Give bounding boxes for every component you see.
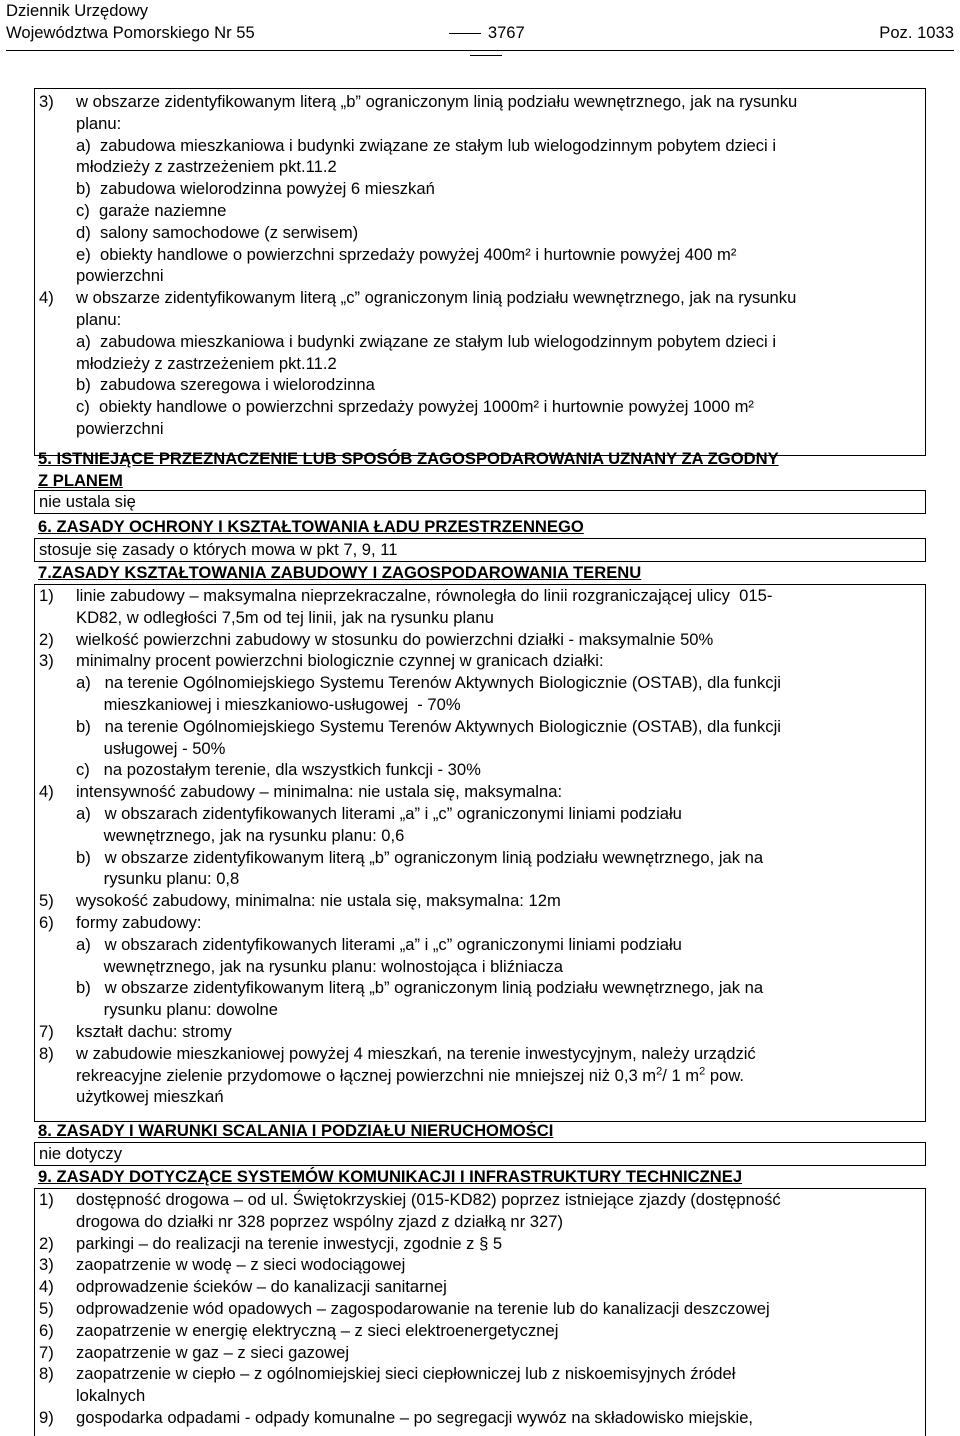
item-text: powierzchni: [76, 266, 164, 286]
list-item: [39, 1342, 925, 1364]
item-text: planu:: [76, 113, 122, 133]
item-number: 6): [39, 912, 54, 932]
list-item: [39, 1021, 925, 1043]
item-text: b) zabudowa szeregowa i wielorodzinna: [76, 375, 375, 395]
indent: [39, 1086, 76, 1108]
item-text: rysunku planu: dowolne: [76, 1000, 279, 1020]
item-8-line-3: użytkowej mieszkań: [76, 1087, 224, 1107]
item-8-continuation: [39, 1065, 925, 1087]
list-item: [39, 156, 925, 178]
item-number: [39, 672, 76, 694]
list-item: [39, 1298, 925, 1320]
item-text: wielkość powierzchni zabudowy w stosunku do powierzchni działki - maksymalnie 50%: [76, 629, 714, 649]
voivodeship-issue: Województwa Pomorskiego Nr 55: [6, 22, 255, 42]
dash-left: [449, 33, 481, 34]
item-number: 4): [39, 782, 54, 802]
item-number: [39, 956, 76, 978]
list-item: [39, 1211, 925, 1233]
item-number: [39, 178, 76, 200]
item-number: [39, 977, 76, 999]
item-number: [39, 353, 76, 375]
item-number: 8): [39, 1043, 54, 1063]
list-item: [39, 135, 925, 157]
item-number: 6): [39, 1320, 54, 1340]
section-6-body: stosuje się zasady o których mowa w pkt 7, 9, 11: [34, 538, 926, 562]
list-item: [39, 244, 925, 266]
item-number: [39, 716, 76, 738]
item-text: usługowej - 50%: [76, 738, 226, 758]
item-text: mieszkaniowej i mieszkaniowo-usługowej - 70%: [76, 694, 461, 714]
section-5-body: nie ustala się: [34, 490, 926, 514]
section-9-box: [34, 1188, 926, 1436]
list-item: [39, 222, 925, 244]
section-7-box: [34, 584, 926, 1122]
item-number: [39, 156, 76, 178]
list-item: [39, 607, 925, 629]
item-number: 4): [39, 288, 54, 308]
journal-name: Dziennik Urzędowy: [6, 1, 149, 20]
list-item: [39, 1254, 925, 1276]
list-item: [39, 113, 925, 135]
list-item: [39, 847, 925, 869]
item-text: linie zabudowy – maksymalna nieprzekraczalne, równoległa do linii rozgraniczającej ulicy 015-: [76, 586, 773, 605]
list-item: [39, 672, 925, 694]
item-text: lokalnych: [76, 1386, 146, 1406]
item-number: 7): [39, 1342, 54, 1362]
item-text: w obszarze zidentyfikowanym literą „c” ograniczonym linią podziału wewnętrznego, jak na rysunku: [76, 288, 797, 308]
item-number: 5): [39, 891, 54, 911]
item-number: 1): [39, 1190, 54, 1209]
list-item: [39, 694, 925, 716]
item-number: [39, 200, 76, 222]
list-item: [39, 309, 925, 331]
item-number: [39, 244, 76, 266]
item-text: c) na pozostałym terenie, dla wszystkich funkcji - 30%: [76, 760, 481, 780]
item-text: b) zabudowa wielorodzinna powyżej 6 mieszkań: [76, 179, 435, 199]
item-text: formy zabudowy:: [76, 912, 202, 932]
item-number: 3): [39, 1255, 54, 1275]
item-text: b) w obszarze zidentyfikowanym literą „b” ograniczonym linią podziału wewnętrznego, jak na: [76, 847, 764, 867]
item-number: [39, 113, 76, 135]
list-item: [39, 1276, 925, 1298]
item-text: w obszarze zidentyfikowanym literą „b” ograniczonym linią podziału wewnętrznego, jak na rysunku: [76, 92, 798, 111]
section-8-body: nie dotyczy: [34, 1142, 926, 1166]
item-number: [39, 1385, 76, 1407]
item-number: [39, 759, 76, 781]
item-text: rysunku planu: 0,8: [76, 869, 240, 889]
item-number: [39, 135, 76, 157]
list-item: [39, 650, 925, 672]
list-item: [39, 331, 925, 353]
indent: [39, 1065, 76, 1087]
item-number: [39, 738, 76, 760]
item-8-line-2: rekreacyjne zielenie przydomowe o łącznej powierzchni nie mniejszej niż 0,3 $m^2/$ 1 $m^2$ pow.: [76, 1065, 745, 1085]
item-text: planu:: [76, 309, 122, 329]
item-text: a) zabudowa mieszkaniowa i budynki związane ze stałym lub wielogodzinnym pobytem dzieci i: [76, 331, 777, 351]
item-text: wysokość zabudowy, minimalna: nie ustala się, maksymalna: 12m: [76, 891, 561, 911]
list-item: [39, 868, 925, 890]
item-text: a) zabudowa mieszkaniowa i budynki związane ze stałym lub wielogodzinnym pobytem dzieci i: [76, 135, 777, 155]
item-text: KD82, w odległości 7,5m od tej linii, jak na rysunku planu: [76, 607, 494, 627]
item-8-continuation-2: [39, 1086, 925, 1108]
list-item: [39, 1233, 925, 1255]
page-number-wrap: [436, 22, 536, 66]
list-item: [39, 396, 925, 418]
list-item: [39, 585, 925, 607]
list-item: [39, 265, 925, 287]
item-text: b) na terenie Ogólnomiejskiego Systemu Terenów Aktywnych Biologicznie (OSTAB), dla funkcji: [76, 716, 781, 736]
item-text: młodzieży z zastrzeżeniem pkt.11.2: [76, 157, 337, 177]
list-item: [39, 890, 925, 912]
item-number: [39, 847, 76, 869]
item-number: [39, 803, 76, 825]
section-7-title: 7.ZASADY KSZTAŁTOWANIA ZABUDOWY I ZAGOSPODAROWANIA TERENU: [38, 563, 642, 582]
list-item: [39, 803, 925, 825]
list-item: [39, 200, 925, 222]
list-item: [39, 1363, 925, 1385]
list-item: [39, 418, 925, 440]
item-number: [39, 607, 76, 629]
list-item: [39, 1407, 925, 1429]
item-text: zaopatrzenie w ciepło – z ogólnomiejskiej sieci ciepłowniczej lub z niskoemisyjnych źródeł: [76, 1364, 736, 1384]
item-number: 4): [39, 1277, 54, 1297]
item-number: [39, 418, 76, 440]
item-number: [39, 868, 76, 890]
item-number: 1): [39, 586, 54, 605]
item-number: [39, 331, 76, 353]
item-text: gospodarka odpadami - odpady komunalne – po segregacji wywóz na składowisko miejskie,: [76, 1407, 754, 1427]
item-number: 9): [39, 1407, 54, 1427]
list-item: [39, 999, 925, 1021]
item-text: w zabudowie mieszkaniowej powyżej 4 mieszkań, na terenie inwestycyjnym, należy urządzić: [76, 1043, 756, 1063]
item-text: zaopatrzenie w gaz – z sieci gazowej: [76, 1342, 350, 1362]
list-item: [39, 178, 925, 200]
item-number: [39, 1211, 76, 1233]
item-number: 3): [39, 651, 54, 671]
item-text: kształt dachu: stromy: [76, 1021, 232, 1041]
item-text: c) garaże naziemne: [76, 200, 227, 220]
item-number: [39, 265, 76, 287]
item-number: 2): [39, 629, 54, 649]
item-number: [39, 374, 76, 396]
list-item: [39, 629, 925, 651]
list-item: [39, 912, 925, 934]
item-number: 5): [39, 1298, 54, 1318]
item-text: drogowa do działki nr 328 poprzez wspólny zjazd z działką nr 327): [76, 1211, 564, 1231]
page-number: 3767: [487, 23, 525, 42]
item-number: [39, 934, 76, 956]
item-text: intensywność zabudowy – minimalna: nie ustala się, maksymalna:: [76, 782, 563, 802]
item-text: wewnętrznego, jak na rysunku planu: wolnostojąca i bliźniacza: [76, 956, 564, 976]
item-number: 2): [39, 1233, 54, 1253]
item-number: [39, 222, 76, 244]
item-text: d) salony samochodowe (z serwisem): [76, 222, 359, 242]
list-item: [39, 1189, 925, 1211]
section-5-title: 5. ISTNIEJĄCE PRZEZNACZENIE LUB SPOSÓB ZAGOSPODAROWANIA UZNANY ZA ZGODNY Z PLANEM: [38, 449, 779, 490]
section-6-title: 6. ZASADY OCHRONY I KSZTAŁTOWANIA ŁADU PRZESTRZENNEGO: [38, 517, 584, 536]
item-text: c) obiekty handlowe o powierzchni sprzedaży powyżej 1000m² i hurtownie powyżej 1000 m²: [76, 397, 754, 417]
section-8-title: 8. ZASADY I WARUNKI SCALANIA I PODZIAŁU NIERUCHOMOŚCI: [38, 1121, 554, 1140]
list-item: [39, 287, 925, 309]
list-item: [39, 934, 925, 956]
item-number: [39, 999, 76, 1021]
list-item: [39, 374, 925, 396]
item-number: [39, 396, 76, 418]
position-number: Poz. 1033: [879, 23, 954, 42]
list-item: [39, 781, 925, 803]
list-item: [39, 353, 925, 375]
list-item: [39, 1385, 925, 1407]
list-item: [39, 1320, 925, 1342]
item-text: odprowadzenie wód opadowych – zagospodarowanie na terenie lub do kanalizacji deszczowej: [76, 1298, 770, 1318]
item-text: zaopatrzenie w wodę – z sieci wodociągowej: [76, 1255, 406, 1275]
section-3-4-box: [34, 88, 926, 456]
item-number: 3): [39, 92, 54, 111]
item-number: [39, 694, 76, 716]
list-item: [39, 977, 925, 999]
header-left: [6, 0, 255, 44]
list-item: [39, 825, 925, 847]
item-number: [39, 309, 76, 331]
item-text: odprowadzenie ścieków – do kanalizacji sanitarnej: [76, 1277, 447, 1297]
item-text: b) w obszarze zidentyfikowanym literą „b” ograniczonym linią podziału wewnętrznego, jak na: [76, 978, 764, 998]
header-rule: [6, 50, 954, 51]
item-text: parkingi – do realizacji na terenie inwestycji, zgodnie z § 5: [76, 1233, 503, 1253]
list-item: [39, 716, 925, 738]
list-item: [39, 956, 925, 978]
section-9-title: 9. ZASADY DOTYCZĄCE SYSTEMÓW KOMUNIKACJI I INFRASTRUKTURY TECHNICZNEJ: [38, 1167, 743, 1186]
item-text: powierzchni: [76, 418, 164, 438]
list-item: [39, 759, 925, 781]
dash-right: [470, 55, 502, 56]
item-text: a) w obszarach zidentyfikowanych literami „a” i „c” ograniczonymi liniami podziału: [76, 803, 682, 823]
item-text: młodzieży z zastrzeżeniem pkt.11.2: [76, 353, 337, 373]
item-number: 7): [39, 1021, 54, 1041]
item-text: minimalny procent powierzchni biologicznie czynnej w granicach działki:: [76, 651, 604, 671]
item-text: a) na terenie Ogólnomiejskiego Systemu Terenów Aktywnych Biologicznie (OSTAB), dla funkcji: [76, 673, 781, 693]
item-text: a) w obszarach zidentyfikowanych literami „a” i „c” ograniczonymi liniami podziału: [76, 934, 682, 954]
list-item: [39, 91, 925, 113]
item-text: zaopatrzenie w energię elektryczną – z sieci elektroenergetycznej: [76, 1320, 559, 1340]
item-number: [39, 825, 76, 847]
item-number: 8): [39, 1364, 54, 1384]
item-text: dostępność drogowa – od ul. Świętokrzyskiej (015-KD82) poprzez istniejące zjazdy (dostępność: [76, 1190, 781, 1209]
list-item: [39, 1043, 925, 1065]
item-text: e) obiekty handlowe o powierzchni sprzedaży powyżej 400m² i hurtownie powyżej 400 m²: [76, 244, 737, 264]
list-item: [39, 738, 925, 760]
item-text: wewnętrznego, jak na rysunku planu: 0,6: [76, 825, 405, 845]
